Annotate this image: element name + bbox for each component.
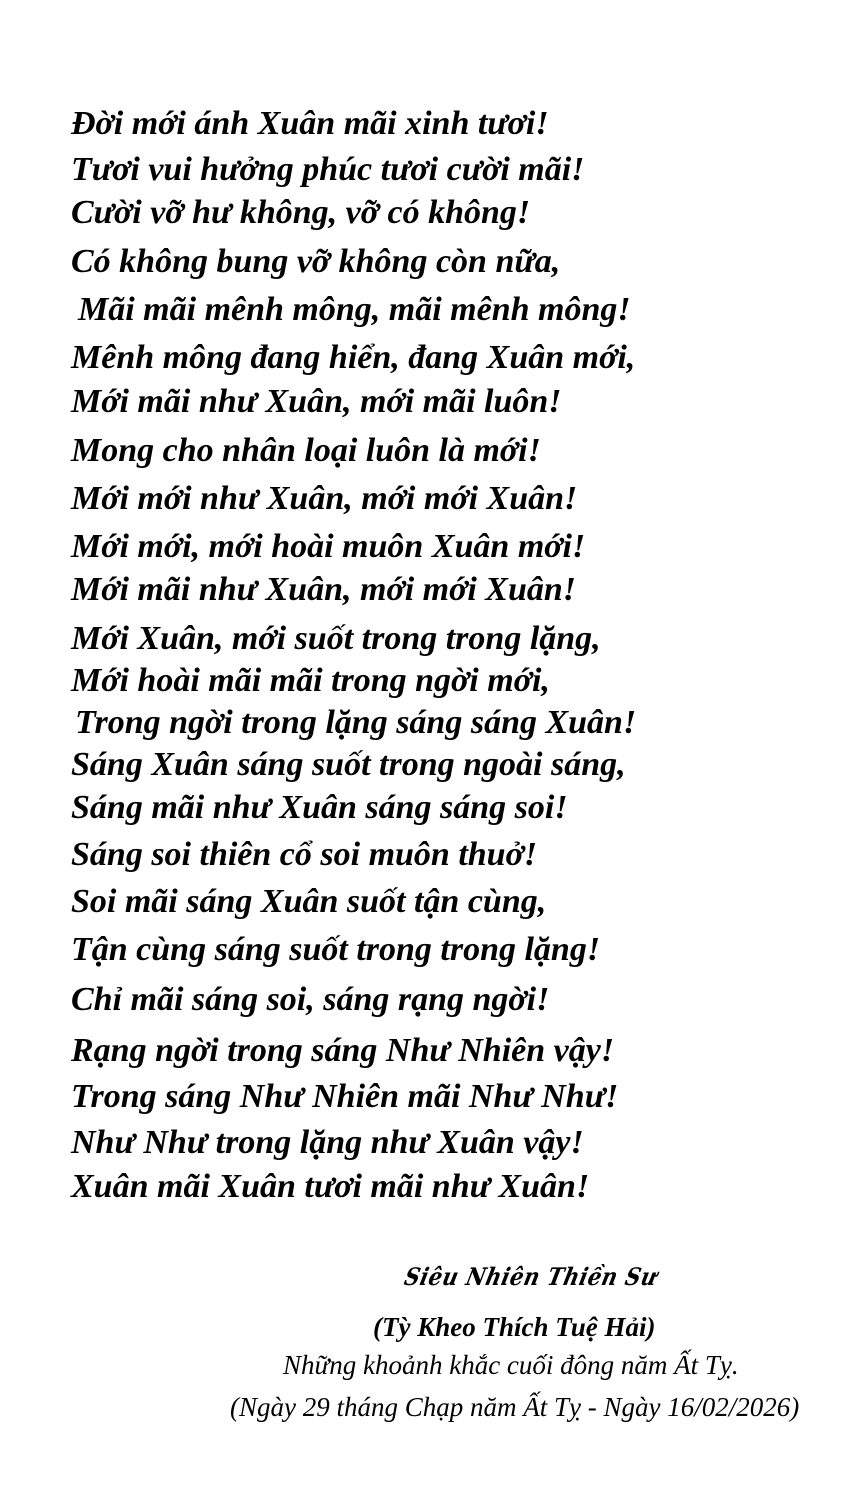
signature-date: (Ngày 29 tháng Chạp năm Ất Tỵ - Ngày 16/02/2026) [230, 1392, 800, 1422]
monk-name: (Tỳ Kheo Thích Tuệ Hải) [373, 1312, 656, 1342]
poem-line-21: Rạng ngời trong sáng Như Nhiên vậy! [71, 1032, 615, 1069]
poem-line-12: Mới Xuân, mới suốt trong trong lặng, [71, 620, 601, 657]
poem-line-2: Tươi vui hưởng phúc tươi cười mãi! [71, 151, 585, 188]
poem-line-5: Mãi mãi mênh mông, mãi mênh mông! [78, 291, 631, 328]
poem-line-10: Mới mới, mới hoài muôn Xuân mới! [71, 528, 586, 565]
poem-line-24: Xuân mãi Xuân tươi mãi như Xuân! [71, 1168, 590, 1205]
poem-line-3: Cười vỡ hư không, vỡ có không! [71, 194, 531, 231]
poem-line-13: Mới hoài mãi mãi trong ngời mới, [71, 662, 550, 699]
poem-line-22: Trong sáng Như Nhiên mãi Như Như! [71, 1078, 619, 1115]
poem-line-7: Mới mãi như Xuân, mới mãi luôn! [71, 383, 562, 420]
poem-line-20: Chỉ mãi sáng soi, sáng rạng ngời! [71, 981, 550, 1018]
poem-line-9: Mới mới như Xuân, mới mới Xuân! [71, 480, 578, 517]
poem-line-19: Tận cùng sáng suốt trong trong lặng! [71, 931, 601, 968]
poem-line-16: Sáng mãi như Xuân sáng sáng soi! [71, 789, 568, 826]
poem-line-14: Trong ngời trong lặng sáng sáng Xuân! [75, 704, 637, 741]
poem-line-23: Như Như trong lặng như Xuân vậy! [71, 1124, 584, 1161]
poem-line-4: Có không bung vỡ không còn nữa, [71, 243, 561, 280]
signature-script: Siêu Nhiên Thiền Sư [401, 1262, 661, 1291]
poem-line-8: Mong cho nhân loại luôn là mới! [71, 432, 541, 469]
poem-line-6: Mênh mông đang hiển, đang Xuân mới, [71, 339, 636, 376]
poem-line-17: Sáng soi thiên cổ soi muôn thuở! [71, 836, 538, 873]
poem-line-11: Mới mãi như Xuân, mới mới Xuân! [71, 571, 577, 608]
poem-line-15: Sáng Xuân sáng suốt trong ngoài sáng, [71, 746, 626, 783]
poem-line-1: Đời mới ánh Xuân mãi xinh tươi! [71, 105, 549, 142]
poem-line-18: Soi mãi sáng Xuân suốt tận cùng, [71, 883, 547, 920]
signature-note: Những khoảnh khắc cuối đông năm Ất Tỵ. [283, 1350, 739, 1380]
